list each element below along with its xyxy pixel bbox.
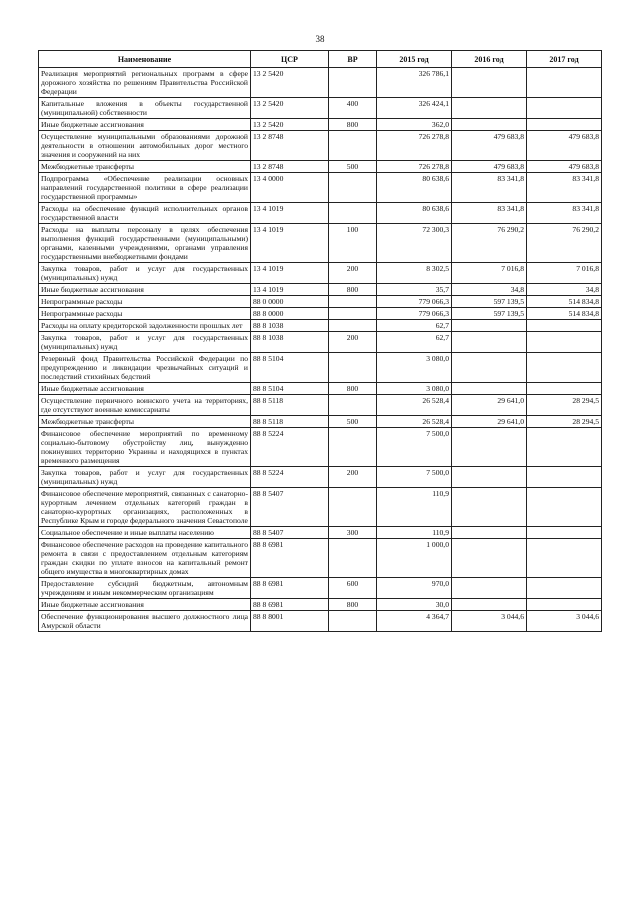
- row-csr: 13 4 1019: [251, 224, 329, 263]
- row-2017: 76 290,2: [527, 224, 602, 263]
- row-csr: 13 4 1019: [251, 284, 329, 296]
- table-row: [39, 173, 602, 203]
- row-vr: [329, 395, 377, 416]
- row-name: Иные бюджетные ассигнования: [39, 284, 251, 296]
- row-2017: 3 044,6: [527, 611, 602, 632]
- table-row: [39, 353, 602, 383]
- row-2017: 28 294,5: [527, 395, 602, 416]
- row-csr: 13 2 8748: [251, 131, 329, 161]
- row-name: Осуществление первичного воинского учета на территориях, где отсутствуют военные комиссариаты: [39, 395, 251, 416]
- row-vr: 800: [329, 599, 377, 611]
- row-2015: 62,7: [377, 332, 452, 353]
- row-2016: 479 683,8: [452, 131, 527, 161]
- row-2015: 1 000,0: [377, 539, 452, 578]
- row-name: Резервный фонд Правительства Российской Федерации по предупреждению и ликвидации чрезвычайных ситуаций и последствий стихийных бедствий: [39, 353, 251, 383]
- row-2017: [527, 98, 602, 119]
- table-row: [39, 203, 602, 224]
- row-2017: [527, 599, 602, 611]
- row-2015: 8 302,5: [377, 263, 452, 284]
- table-row: [39, 332, 602, 353]
- row-2016: 34,8: [452, 284, 527, 296]
- row-name: Закупка товаров, работ и услуг для государственных (муниципальных) нужд: [39, 263, 251, 284]
- row-csr: 88 8 5407: [251, 488, 329, 527]
- row-2017: 28 294,5: [527, 416, 602, 428]
- table-header-row: [39, 51, 602, 68]
- row-2016: 479 683,8: [452, 161, 527, 173]
- row-csr: 88 8 1038: [251, 320, 329, 332]
- row-2016: 29 641,0: [452, 395, 527, 416]
- row-2016: [452, 383, 527, 395]
- row-2015: 326 786,1: [377, 68, 452, 98]
- table-row: [39, 131, 602, 161]
- row-2017: 7 016,8: [527, 263, 602, 284]
- row-name: Социальное обеспечение и иные выплаты населению: [39, 527, 251, 539]
- row-2017: [527, 383, 602, 395]
- row-2016: [452, 332, 527, 353]
- row-name: Осуществление муниципальными образованиями дорожной деятельности в отношении автомобильных дорог местного значения и сооружений на них: [39, 131, 251, 161]
- row-vr: 200: [329, 263, 377, 284]
- table-row: [39, 98, 602, 119]
- budget-table: [38, 50, 602, 632]
- row-2016: 76 290,2: [452, 224, 527, 263]
- row-csr: 13 2 5420: [251, 119, 329, 131]
- row-2015: 110,9: [377, 488, 452, 527]
- row-vr: 800: [329, 284, 377, 296]
- row-vr: 200: [329, 332, 377, 353]
- row-2017: [527, 353, 602, 383]
- row-vr: [329, 353, 377, 383]
- row-2015: 30,0: [377, 599, 452, 611]
- table-row: [39, 488, 602, 527]
- row-csr: 88 8 5104: [251, 353, 329, 383]
- row-2016: [452, 320, 527, 332]
- row-2017: [527, 539, 602, 578]
- table-row: [39, 395, 602, 416]
- row-2016: [452, 353, 527, 383]
- row-csr: 88 8 5118: [251, 416, 329, 428]
- row-2015: 779 066,3: [377, 296, 452, 308]
- row-2017: [527, 320, 602, 332]
- header-2017: 2017 год: [527, 51, 602, 68]
- row-name: Непрограммные расходы: [39, 296, 251, 308]
- row-2015: 80 638,6: [377, 173, 452, 203]
- header-2016: 2016 год: [452, 51, 527, 68]
- row-name: Закупка товаров, работ и услуг для государственных (муниципальных) нужд: [39, 332, 251, 353]
- row-csr: 88 8 0000: [251, 308, 329, 320]
- row-csr: 13 4 1019: [251, 203, 329, 224]
- row-2015: 970,0: [377, 578, 452, 599]
- row-2017: 34,8: [527, 284, 602, 296]
- row-2017: [527, 68, 602, 98]
- row-csr: 13 2 5420: [251, 98, 329, 119]
- row-csr: 88 8 1038: [251, 332, 329, 353]
- row-2016: [452, 98, 527, 119]
- row-2017: [527, 527, 602, 539]
- row-csr: 88 8 6981: [251, 599, 329, 611]
- row-csr: 88 8 5104: [251, 383, 329, 395]
- row-2016: 83 341,8: [452, 203, 527, 224]
- row-2015: 72 300,3: [377, 224, 452, 263]
- row-name: Предоставление субсидий бюджетным, автономным учреждениям и иным некоммерческим организациям: [39, 578, 251, 599]
- row-vr: [329, 296, 377, 308]
- row-csr: 88 8 5407: [251, 527, 329, 539]
- row-2017: 479 683,8: [527, 161, 602, 173]
- row-vr: [329, 320, 377, 332]
- row-name: Капитальные вложения в объекты государственной (муниципальной) собственности: [39, 98, 251, 119]
- row-name: Расходы на обеспечение функций исполнительных органов государственной власти: [39, 203, 251, 224]
- table-row: [39, 428, 602, 467]
- row-csr: 13 2 8748: [251, 161, 329, 173]
- table-row: [39, 284, 602, 296]
- row-name: Межбюджетные трансферты: [39, 161, 251, 173]
- row-name: Расходы на выплаты персоналу в целях обеспечения выполнения функций государственными (муниципальными) органами, казенными учреждениями, органами управления государственными внебюджетными фондами: [39, 224, 251, 263]
- row-2015: 26 528,4: [377, 416, 452, 428]
- row-csr: 88 8 5224: [251, 467, 329, 488]
- row-2016: 83 341,8: [452, 173, 527, 203]
- row-2016: [452, 488, 527, 527]
- row-2016: [452, 467, 527, 488]
- row-2016: 597 139,5: [452, 308, 527, 320]
- row-2015: 779 066,3: [377, 308, 452, 320]
- table-row: [39, 467, 602, 488]
- row-name: Финансовое обеспечение расходов на проведение капитального ремонта в связи с предоставлением отдельным категориям граждан скидки по уплате взносов на капитальный ремонт общего имущества в многоквартирных домах: [39, 539, 251, 578]
- row-vr: 500: [329, 161, 377, 173]
- header-2015: 2015 год: [377, 51, 452, 68]
- row-2016: 29 641,0: [452, 416, 527, 428]
- row-2015: 326 424,1: [377, 98, 452, 119]
- row-2015: 26 528,4: [377, 395, 452, 416]
- row-2017: 514 834,8: [527, 296, 602, 308]
- table-row: [39, 539, 602, 578]
- row-name: Иные бюджетные ассигнования: [39, 599, 251, 611]
- row-2016: [452, 428, 527, 467]
- row-name: Закупка товаров, работ и услуг для государственных (муниципальных) нужд: [39, 467, 251, 488]
- row-vr: [329, 203, 377, 224]
- row-2015: 80 638,6: [377, 203, 452, 224]
- row-name: Подпрограмма «Обеспечение реализации основных направлений государственной политики в сфере реализации государственной программы»: [39, 173, 251, 203]
- row-2017: [527, 578, 602, 599]
- row-2017: [527, 428, 602, 467]
- row-2015: 3 080,0: [377, 383, 452, 395]
- row-2015: 7 500,0: [377, 467, 452, 488]
- row-csr: 13 4 0000: [251, 173, 329, 203]
- row-2015: 726 278,8: [377, 161, 452, 173]
- row-2016: [452, 539, 527, 578]
- row-2015: 35,7: [377, 284, 452, 296]
- row-csr: 88 8 6981: [251, 539, 329, 578]
- row-vr: [329, 539, 377, 578]
- row-csr: 13 2 5420: [251, 68, 329, 98]
- row-2015: 110,9: [377, 527, 452, 539]
- row-vr: 500: [329, 416, 377, 428]
- row-vr: 800: [329, 119, 377, 131]
- row-vr: 300: [329, 527, 377, 539]
- header-name: Наименование: [39, 51, 251, 68]
- row-2017: 514 834,8: [527, 308, 602, 320]
- row-2016: [452, 578, 527, 599]
- row-2016: 7 016,8: [452, 263, 527, 284]
- row-name: Непрограммные расходы: [39, 308, 251, 320]
- row-vr: [329, 611, 377, 632]
- row-2015: 7 500,0: [377, 428, 452, 467]
- row-name: Иные бюджетные ассигнования: [39, 383, 251, 395]
- row-2016: 3 044,6: [452, 611, 527, 632]
- row-name: Финансовое обеспечение мероприятий по временному социально-бытовому обустройству лиц, вынужденно покинувших территорию Украины и находящихся в пунктах временного размещения: [39, 428, 251, 467]
- row-name: Расходы на оплату кредиторской задолженности прошлых лет: [39, 320, 251, 332]
- row-2016: [452, 68, 527, 98]
- row-vr: [329, 488, 377, 527]
- row-vr: 400: [329, 98, 377, 119]
- table-row: [39, 263, 602, 284]
- row-name: Финансовое обеспечение мероприятий, связанных с санаторно-курортным лечением отдельных категорий граждан в санаторно-курортных организациях, расположенных в Республике Крым и городе федерального значения Севастополе: [39, 488, 251, 527]
- table-row: [39, 296, 602, 308]
- row-vr: [329, 68, 377, 98]
- row-2017: 83 341,8: [527, 203, 602, 224]
- row-vr: 100: [329, 224, 377, 263]
- table-row: [39, 599, 602, 611]
- row-2017: 479 683,8: [527, 131, 602, 161]
- table-row: [39, 578, 602, 599]
- row-vr: [329, 131, 377, 161]
- table-row: [39, 416, 602, 428]
- row-2015: 4 364,7: [377, 611, 452, 632]
- table-row: [39, 119, 602, 131]
- table-row: [39, 320, 602, 332]
- table-row: [39, 527, 602, 539]
- table-row: [39, 224, 602, 263]
- row-2017: [527, 488, 602, 527]
- row-2015: 62,7: [377, 320, 452, 332]
- row-2016: [452, 119, 527, 131]
- row-vr: 600: [329, 578, 377, 599]
- row-2016: [452, 527, 527, 539]
- row-2017: [527, 467, 602, 488]
- row-name: Межбюджетные трансферты: [39, 416, 251, 428]
- row-name: Реализация мероприятий региональных программ в сфере дорожного хозяйства по решениям Правительства Российской Федерации: [39, 68, 251, 98]
- header-csr: ЦСР: [251, 51, 329, 68]
- row-name: Иные бюджетные ассигнования: [39, 119, 251, 131]
- row-vr: 800: [329, 383, 377, 395]
- row-name: Обеспечение функционирования высшего должностного лица Амурской области: [39, 611, 251, 632]
- row-2015: 362,0: [377, 119, 452, 131]
- table-row: [39, 611, 602, 632]
- row-2015: 3 080,0: [377, 353, 452, 383]
- header-vr: ВР: [329, 51, 377, 68]
- table-row: [39, 161, 602, 173]
- row-2017: [527, 119, 602, 131]
- row-vr: [329, 173, 377, 203]
- table-row: [39, 68, 602, 98]
- page-number: 38: [315, 34, 325, 44]
- row-csr: 88 8 5224: [251, 428, 329, 467]
- row-vr: [329, 428, 377, 467]
- row-csr: 88 8 6981: [251, 578, 329, 599]
- row-2016: 597 139,5: [452, 296, 527, 308]
- row-vr: 200: [329, 467, 377, 488]
- row-2017: 83 341,8: [527, 173, 602, 203]
- row-csr: 88 8 5118: [251, 395, 329, 416]
- table-row: [39, 308, 602, 320]
- row-vr: [329, 308, 377, 320]
- table-row: [39, 383, 602, 395]
- row-csr: 13 4 1019: [251, 263, 329, 284]
- row-csr: 88 0 0000: [251, 296, 329, 308]
- row-2017: [527, 332, 602, 353]
- row-2015: 726 278,8: [377, 131, 452, 161]
- row-csr: 88 8 8001: [251, 611, 329, 632]
- row-2016: [452, 599, 527, 611]
